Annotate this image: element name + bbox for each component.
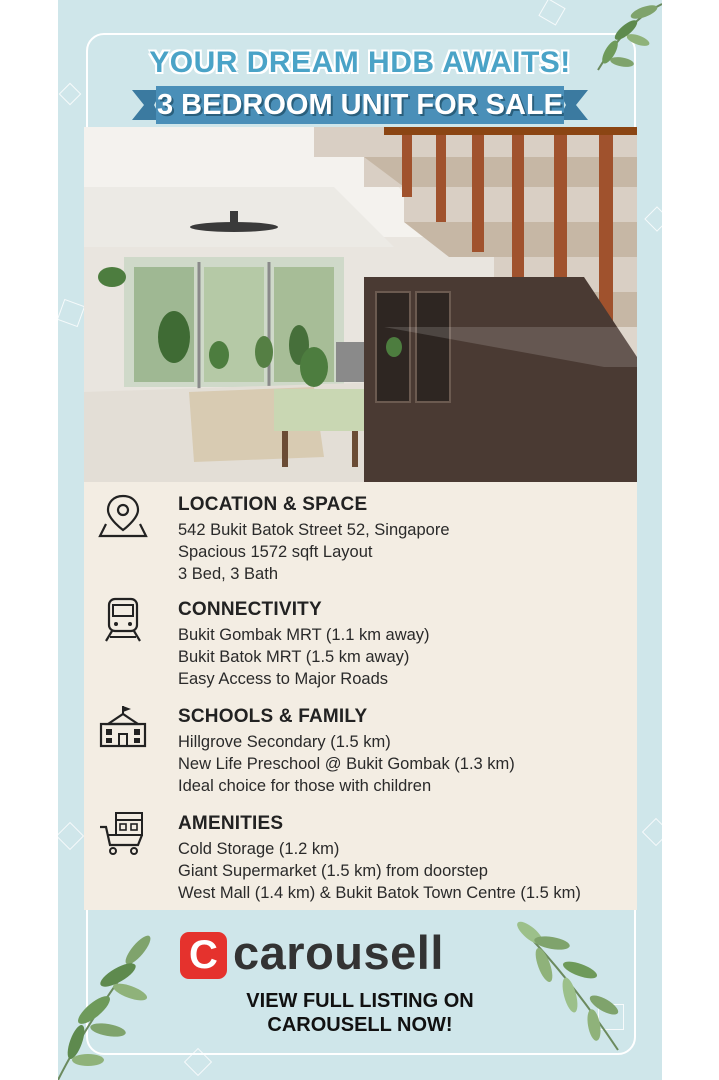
- decorative-diamond: [58, 299, 85, 327]
- section-line: Hillgrove Secondary (1.5 km): [178, 733, 391, 751]
- location-pin-map-icon: [98, 494, 148, 540]
- cta-line-2: CAROUSELL NOW!: [267, 1014, 453, 1036]
- shopping-cart-store-icon: [98, 811, 148, 857]
- living-room-photo: [84, 127, 637, 482]
- decorative-diamond: [58, 822, 84, 850]
- section-line: 3 Bed, 3 Bath: [178, 565, 278, 583]
- section-line: Ideal choice for those with children: [178, 777, 432, 795]
- school-building-icon: [98, 704, 148, 750]
- listing-poster: [58, 0, 662, 1080]
- decorative-diamond: [642, 818, 662, 846]
- carousell-logo[interactable]: [180, 926, 480, 982]
- section-line: Cold Storage (1.2 km): [178, 840, 340, 858]
- subheadline: 3 BEDROOM UNIT FOR SALE: [156, 89, 563, 121]
- section-title: AMENITIES: [178, 813, 284, 834]
- section-line: Giant Supermarket (1.5 km) from doorstep: [178, 862, 488, 880]
- section-line: Easy Access to Major Roads: [178, 670, 389, 688]
- train-icon: [98, 597, 148, 643]
- section-line: New Life Preschool @ Bukit Gombak (1.3 km): [178, 755, 515, 773]
- section-line: West Mall (1.4 km) & Bukit Batok Town Centre (1.5 km): [178, 884, 581, 902]
- section-line: Spacious 1572 sqft Layout: [178, 543, 373, 561]
- info-card: [84, 482, 637, 910]
- section-line: Bukit Batok MRT (1.5 km away): [178, 648, 410, 666]
- section-title: SCHOOLS & FAMILY: [178, 706, 368, 727]
- section-line: 542 Bukit Batok Street 52, Singapore: [178, 521, 450, 539]
- section-line: Bukit Gombak MRT (1.1 km away): [178, 626, 430, 644]
- living-room-illustration: [84, 127, 637, 482]
- headline: YOUR DREAM HDB AWAITS!: [149, 46, 571, 79]
- logo-letter: C: [189, 933, 218, 977]
- section-title: CONNECTIVITY: [178, 599, 322, 620]
- brand-name: carousell: [233, 926, 444, 979]
- cta-line-1: VIEW FULL LISTING ON: [246, 990, 474, 1012]
- decorative-diamond: [644, 206, 662, 231]
- section-title: LOCATION & SPACE: [178, 494, 368, 515]
- decorative-diamond: [538, 0, 565, 26]
